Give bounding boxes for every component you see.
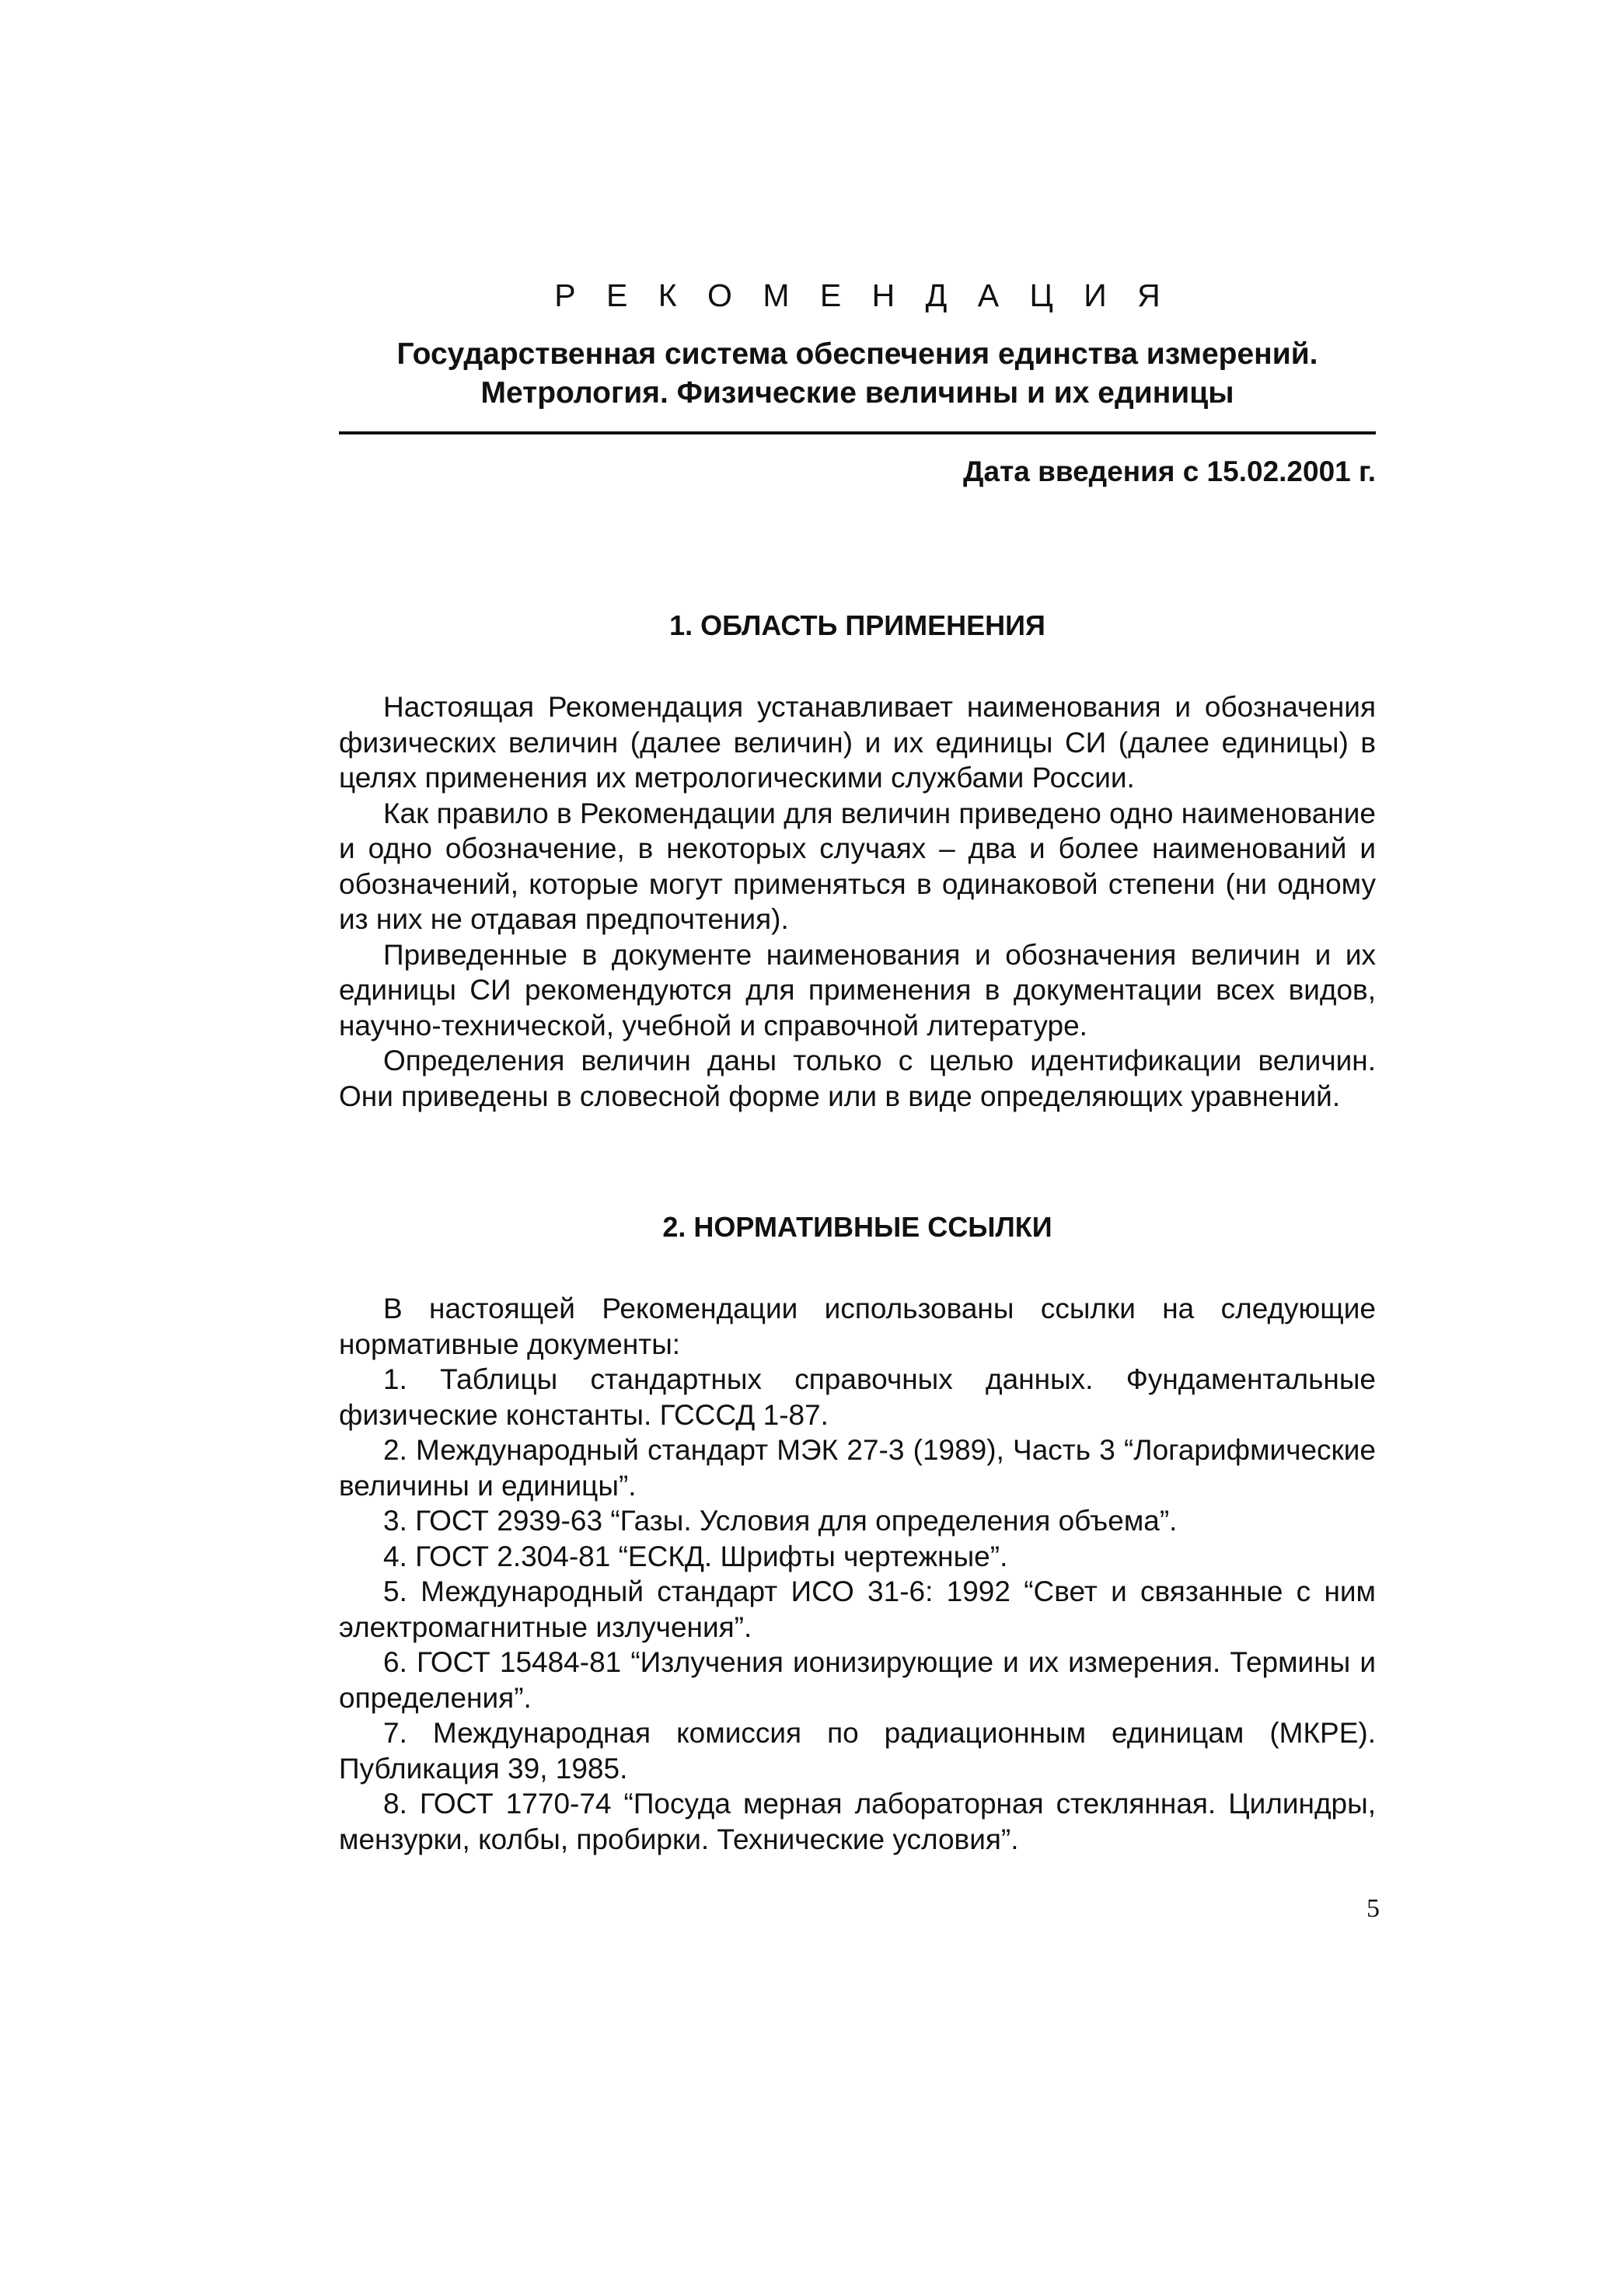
section-2-title: 2. НОРМАТИВНЫЕ ССЫЛКИ <box>662 1211 1052 1243</box>
reference-item: 1. Таблицы стандартных справочных данных. Фундаментальные физические константы. ГСССД 1-87. <box>339 1363 1376 1431</box>
reference-item: 8. ГОСТ 1770-74 “Посуда мерная лабораторная стеклянная. Цилиндры, мензурки, колбы, пробирки. Технические условия”. <box>339 1788 1376 1855</box>
reference-item: 6. ГОСТ 15484-81 “Излучения ионизирующие и их измерения. Термины и определения”. <box>339 1646 1376 1714</box>
section-1-paragraph: Настоящая Рекомендация устанавливает наименования и обозначения физических величин (далее величин) и их единицы СИ (далее единицы) в целях применения их метрологическими службами России. <box>339 691 1376 794</box>
page-number: 5 <box>1366 1894 1380 1923</box>
document-title-line-1: Государственная система обеспечения единства измерений. <box>396 337 1318 371</box>
title-divider-rule <box>339 431 1376 434</box>
reference-item: 2. Международный стандарт МЭК 27-3 (1989), Часть 3 “Логарифмические величины и единицы”. <box>339 1434 1376 1502</box>
document-kind-heading: Р Е К О М Е Н Д А Ц И Я <box>554 277 1171 313</box>
reference-item: 7. Международная комиссия по радиационным единицам (МКРЕ). Публикация 39, 1985. <box>339 1717 1376 1785</box>
section-2-intro: В настоящей Рекомендации использованы ссылки на следующие нормативные документы: <box>339 1293 1376 1360</box>
section-1-title: 1. ОБЛАСТЬ ПРИМЕНЕНИЯ <box>669 609 1045 641</box>
page-content <box>339 276 1376 1857</box>
reference-item: 4. ГОСТ 2.304-81 “ЕСКД. Шрифты чертежные”. <box>383 1540 1008 1572</box>
section-1-paragraph: Приведенные в документе наименования и обозначения величин и их единицы СИ рекомендуются для применения в документации всех видов, научно-технической, учебной и справочной литературе. <box>339 938 1376 1042</box>
section-2-body <box>339 1291 1376 1857</box>
document-title-line-2: Метрология. Физические величины и их единицы <box>480 376 1234 410</box>
introduction-date: Дата введения с 15.02.2001 г. <box>963 455 1376 487</box>
reference-item: 5. Международный стандарт ИСО 31-6: 1992 “Свет и связанные с ним электромагнитные излучения”. <box>339 1575 1376 1643</box>
section-1-body <box>339 689 1376 1114</box>
reference-item: 3. ГОСТ 2939-63 “Газы. Условия для определения объема”. <box>383 1505 1178 1537</box>
document-title <box>339 335 1376 413</box>
section-1-paragraph: Как правило в Рекомендации для величин приведено одно наименование и одно обозначение, в некоторых случаях – два и более наименований и обозначений, которые могут применяться в одинаковой степени (ни одному из них не отдавая предпочтения). <box>339 797 1376 935</box>
section-1-paragraph: Определения величин даны только с целью идентификации величин. Они приведены в словесной форме или в виде определяющих уравнений. <box>339 1045 1376 1112</box>
